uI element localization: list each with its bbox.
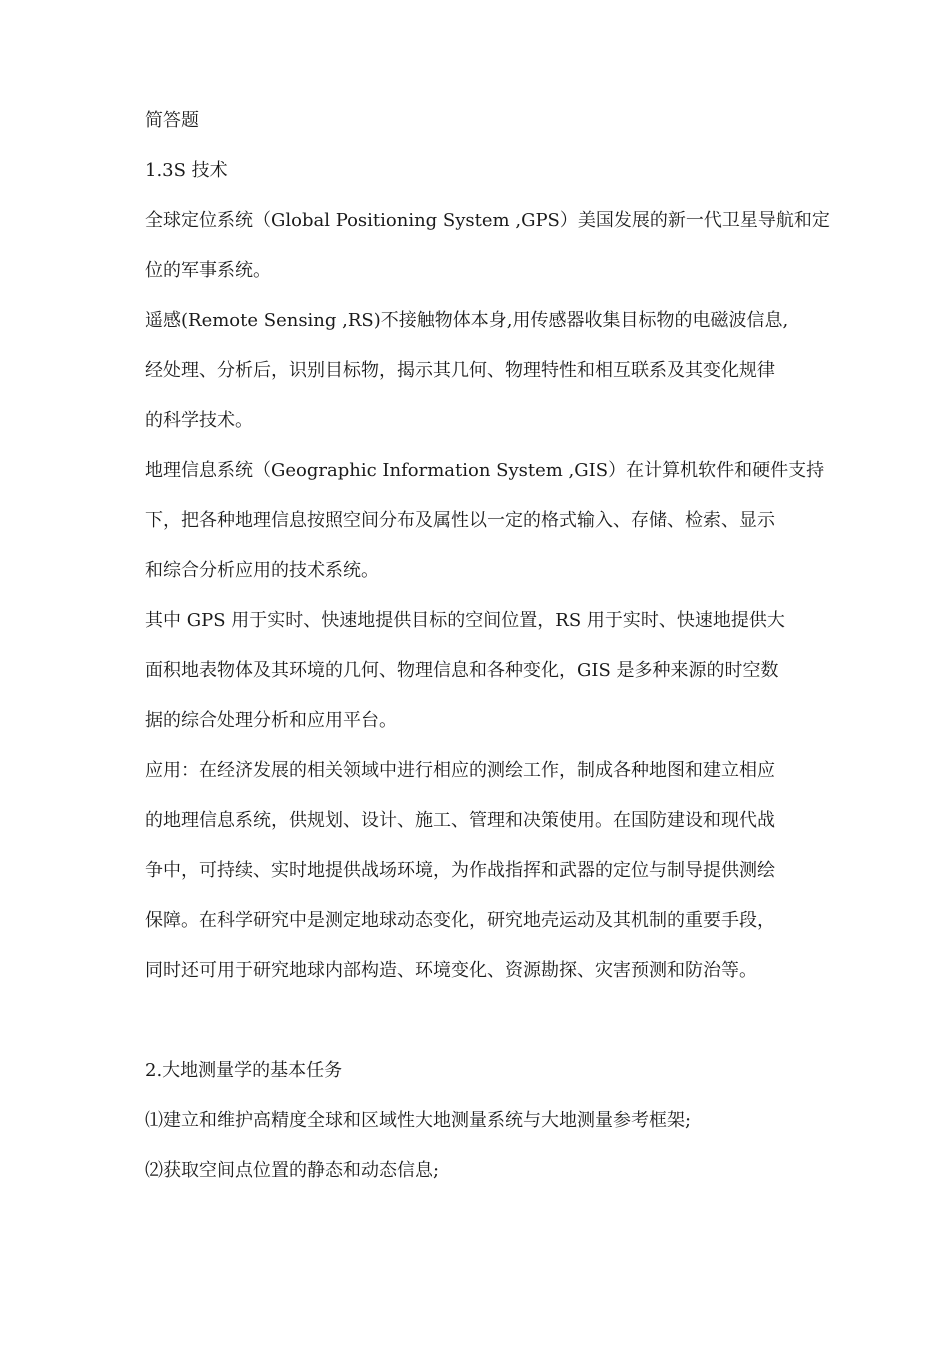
- paragraph-line: 争中，可持续、实时地提供战场环境，为作战指挥和武器的定位与制导提供测绘: [145, 860, 775, 881]
- section-gap: [145, 996, 815, 1046]
- section-title-geodesy-tasks: 2.大地测量学的基本任务: [145, 1060, 343, 1081]
- paragraph-line: 下，把各种地理信息按照空间分布及属性以一定的格式输入、存储、检索、显示: [145, 510, 775, 531]
- section-title-3s: 1.3S 技术: [145, 160, 228, 181]
- paragraph-line: 的地理信息系统，供规划、设计、施工、管理和决策使用。在国防建设和现代战: [145, 810, 775, 831]
- page-heading: 简答题: [145, 110, 199, 131]
- document-body: [145, 96, 830, 1196]
- paragraph-line: 面积地表物体及其环境的几何、物理信息和各种变化，GIS 是多种来源的时空数: [145, 660, 779, 681]
- paragraph-line: 地理信息系统（Geographic Information System ,GIS）在计算机软件和硬件支持: [145, 460, 825, 481]
- paragraph-line: 经处理、分析后，识别目标物，揭示其几何、物理特性和相互联系及其变化规律: [145, 360, 775, 381]
- list-item: ⑴建立和维护高精度全球和区域性大地测量系统与大地测量参考框架;: [145, 1110, 692, 1131]
- paragraph-line: 全球定位系统（Global Positioning System ,GPS）美国发展的新一代卫星导航和定: [145, 210, 830, 231]
- paragraph-line: 遥感(Remote Sensing ,RS)不接触物体本身,用传感器收集目标物的电磁波信息,: [145, 310, 789, 331]
- paragraph-line: 据的综合处理分析和应用平台。: [145, 710, 397, 731]
- paragraph-line: 和综合分析应用的技术系统。: [145, 560, 379, 581]
- paragraph-line: 其中 GPS 用于实时、快速地提供目标的空间位置，RS 用于实时、快速地提供大: [145, 610, 785, 631]
- paragraph-line: 应用：在经济发展的相关领域中进行相应的测绘工作，制成各种地图和建立相应: [145, 760, 775, 781]
- list-item: ⑵获取空间点位置的静态和动态信息;: [145, 1160, 440, 1181]
- paragraph-line: 位的军事系统。: [145, 260, 271, 281]
- paragraph-line: 保障。在科学研究中是测定地球动态变化，研究地壳运动及其机制的重要手段，: [145, 910, 775, 931]
- paragraph-line: 的科学技术。: [145, 410, 253, 431]
- paragraph-line: 同时还可用于研究地球内部构造、环境变化、资源勘探、灾害预测和防治等。: [145, 960, 757, 981]
